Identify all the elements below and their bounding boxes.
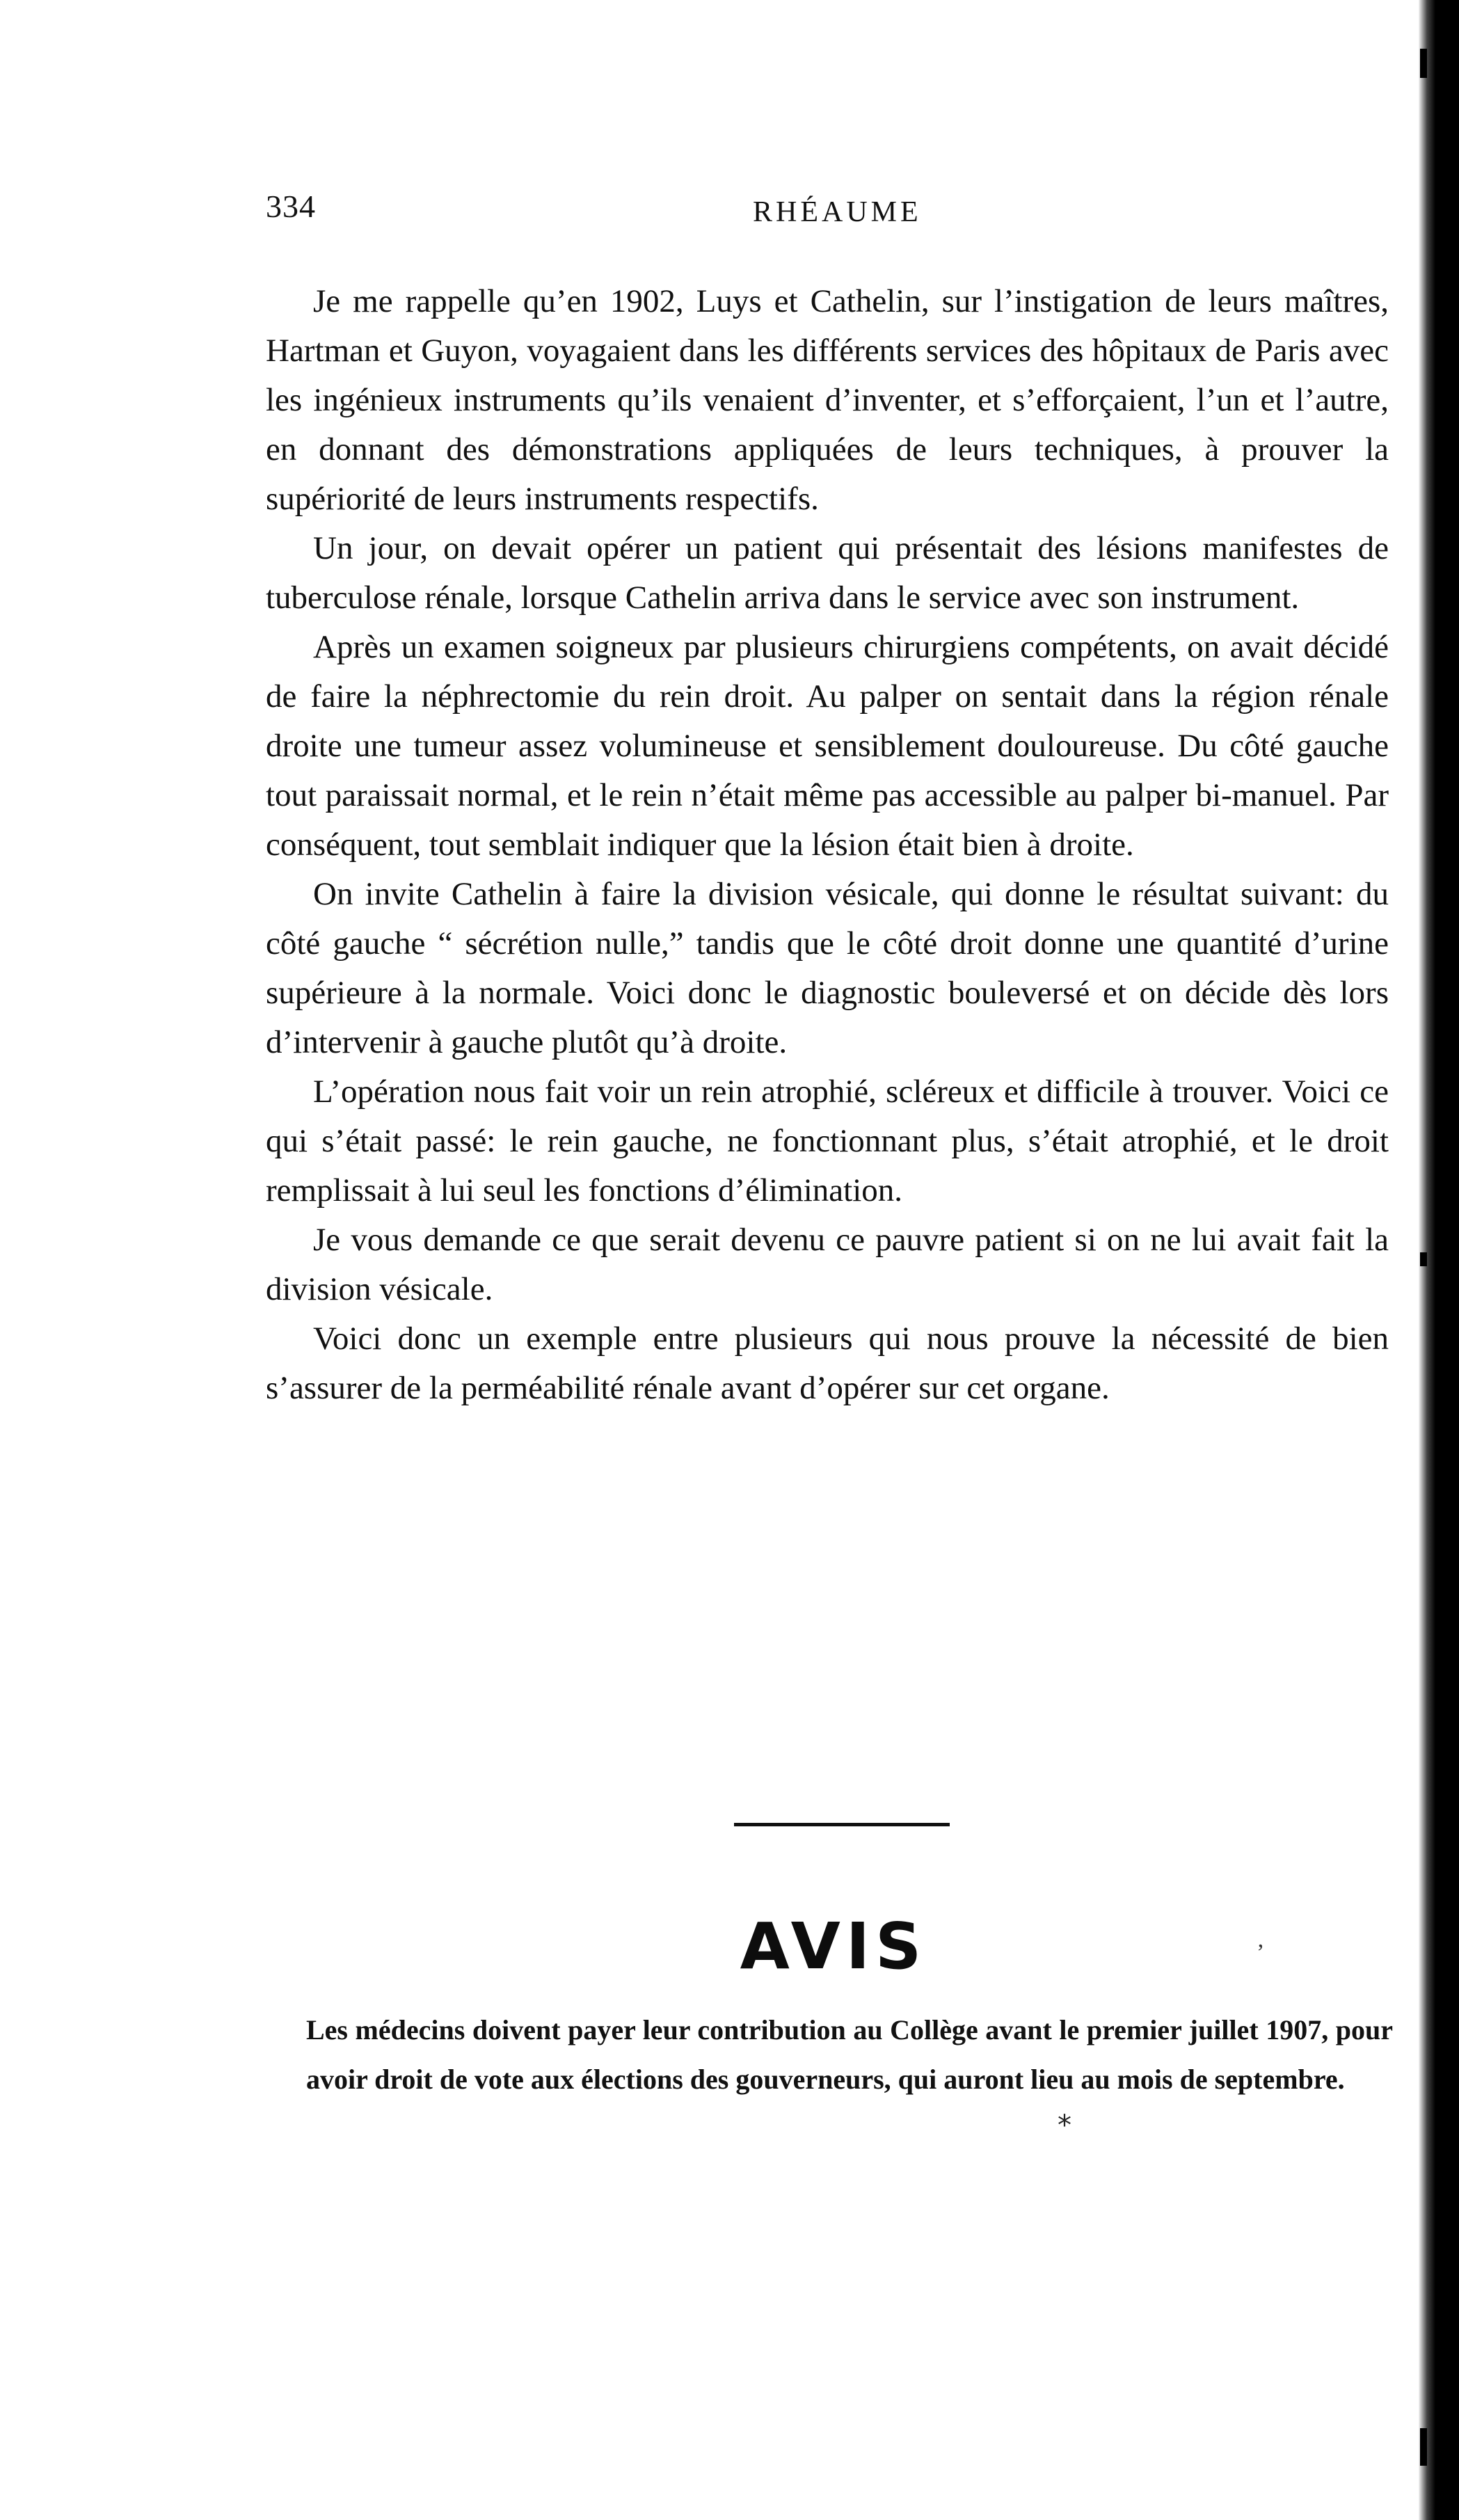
article-text: [266, 277, 1389, 1413]
article-paragraph: On invite Cathelin à faire la division vésicale, qui donne le résultat suivant: du côté gauche “ sécrétion nulle,” tandis que le côté droit donne une quantité d’urine supérieure à la normale. Voici donc le diagnostic bouleversé et on décide dès lors d’intervenir à gauche plutôt qu’à droite.: [266, 876, 1389, 1060]
notice-title: AVIS: [740, 1909, 927, 1984]
page-number: 334: [266, 189, 316, 224]
article-paragraph: Après un examen soigneux par plusieurs chirurgiens compétents, on avait décidé de faire la néphrectomie du rein droit. Au palper on sentait dans la région rénale droite une tumeur assez volumineuse et sensiblement douloureuse. Du côté gauche tout paraissait normal, et le rein n’était même pas accessible au palper bi-manuel. Par conséquent, tout semblait indiquer que la lésion était bien à droite.: [266, 629, 1389, 863]
running-head: [266, 186, 1393, 235]
asterisk-mark: *: [1058, 2110, 1071, 2142]
running-title: RHÉAUME: [753, 196, 922, 228]
edge-speck: [1420, 49, 1427, 78]
edge-speck: [1420, 2428, 1427, 2466]
article-paragraph: Je vous demande ce que serait devenu ce pauvre patient si on ne lui avait fait la division vésicale.: [266, 1222, 1389, 1307]
article-paragraph: Je me rappelle qu’en 1902, Luys et Cathelin, sur l’instigation de leurs maîtres, Hartman et Guyon, voyagaient dans les différents services des hôpitaux de Paris avec les ingénieux instruments qu’ils venaient d’inventer, et s’efforçaient, l’un et l’autre, en donnant des démonstrations appliquées de leurs techniques, à prouver la supériorité de leurs instruments respectifs.: [266, 283, 1389, 517]
article-paragraph: Un jour, on devait opérer un patient qui présentait des lésions manifestes de tuberculose rénale, lorsque Cathelin arriva dans le service avec son instrument.: [266, 530, 1389, 616]
notice-text: Les médecins doivent payer leur contribution au Collège avant le premier juillet 1907, pour avoir droit de vote aux élections des gouverneurs, qui auront lieu au mois de septembre.: [306, 2014, 1393, 2095]
article-paragraph: Voici donc un exemple entre plusieurs qui nous prouve la nécessité de bien s’assurer de la perméabilité rénale avant d’opérer sur cet organe.: [266, 1321, 1389, 1406]
section-separator: [734, 1823, 950, 1826]
edge-speck: [1420, 1252, 1427, 1266]
article-paragraph: L’opération nous fait voir un rein atrophié, scléreux et difficile à trouver. Voici ce qui s’était passé: le rein gauche, ne fonctionnant plus, s’était atrophié, et le droit remplissait à lui seul les fonctions d’élimination.: [266, 1074, 1389, 1209]
stray-mark: ’: [1257, 1940, 1265, 1965]
notice-body: [306, 2005, 1393, 2104]
